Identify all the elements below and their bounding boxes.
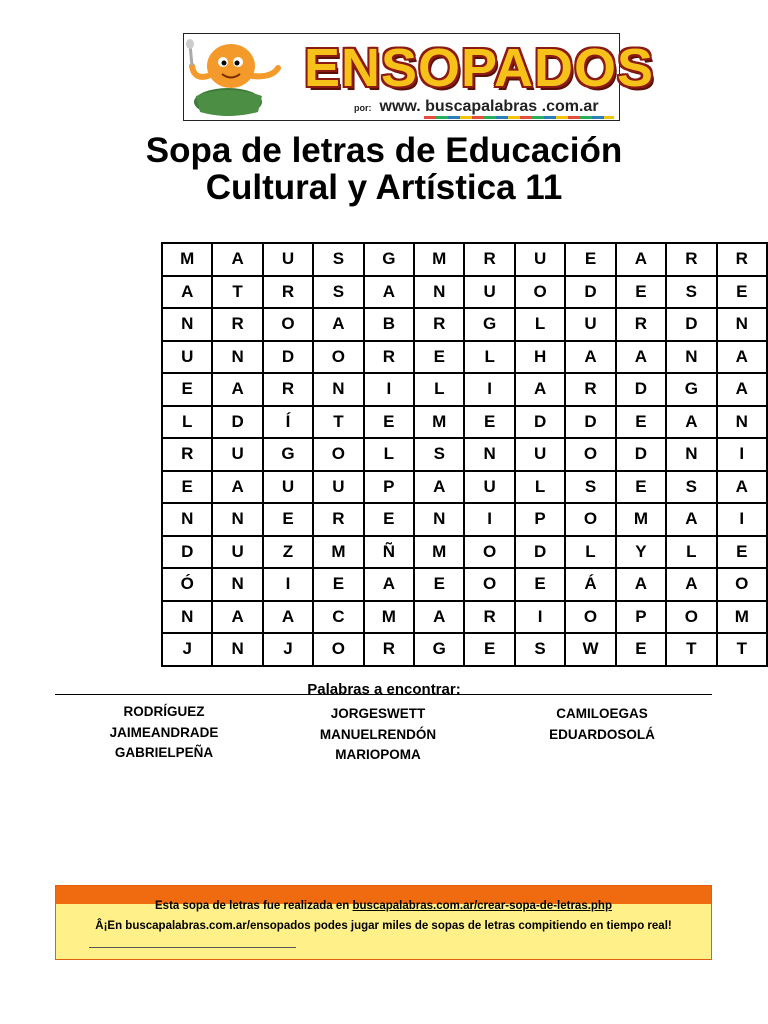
grid-cell: G bbox=[364, 243, 414, 276]
grid-cell: M bbox=[414, 406, 464, 439]
grid-cell: E bbox=[464, 633, 514, 666]
footer-credit bbox=[56, 900, 711, 912]
brand-website bbox=[354, 98, 599, 116]
grid-cell: U bbox=[313, 471, 363, 504]
grid-cell: E bbox=[364, 406, 414, 439]
grid-cell: L bbox=[666, 536, 716, 569]
grid-cell: Á bbox=[565, 568, 615, 601]
grid-cell: R bbox=[616, 308, 666, 341]
grid-cell: A bbox=[717, 471, 767, 504]
grid-cell: L bbox=[364, 438, 414, 471]
grid-cell: A bbox=[364, 568, 414, 601]
grid-cell: A bbox=[565, 341, 615, 374]
grid-cell: M bbox=[616, 503, 666, 536]
grid-cell: E bbox=[515, 568, 565, 601]
grid-cell: O bbox=[263, 308, 313, 341]
grid-cell: W bbox=[565, 633, 615, 666]
footer-rule bbox=[89, 947, 296, 948]
grid-row bbox=[162, 633, 767, 666]
grid-cell: I bbox=[464, 503, 514, 536]
grid-cell: A bbox=[666, 503, 716, 536]
grid-cell: I bbox=[263, 568, 313, 601]
grid-cell: N bbox=[162, 601, 212, 634]
grid-cell: A bbox=[616, 568, 666, 601]
grid-cell: A bbox=[616, 341, 666, 374]
grid-cell: E bbox=[717, 536, 767, 569]
grid-cell: I bbox=[717, 503, 767, 536]
grid-cell: N bbox=[212, 633, 262, 666]
grid-row bbox=[162, 276, 767, 309]
grid-cell: O bbox=[565, 438, 615, 471]
grid-cell: R bbox=[565, 373, 615, 406]
grid-cell: Ó bbox=[162, 568, 212, 601]
grid-cell: E bbox=[162, 373, 212, 406]
word-item: MANUELRENDÓN bbox=[319, 726, 437, 742]
grid-cell: Y bbox=[616, 536, 666, 569]
ensopados-banner[interactable] bbox=[183, 33, 655, 121]
grid-cell: H bbox=[515, 341, 565, 374]
grid-cell: N bbox=[162, 308, 212, 341]
grid-row bbox=[162, 503, 767, 536]
grid-cell: S bbox=[414, 438, 464, 471]
grid-cell: U bbox=[162, 341, 212, 374]
grid-cell: R bbox=[313, 503, 363, 536]
grid-cell: M bbox=[162, 243, 212, 276]
word-search-grid bbox=[161, 242, 768, 667]
word-item: CAMILOEGAS bbox=[556, 706, 648, 721]
title-line-2: Cultural y Artística 11 bbox=[205, 168, 563, 207]
grid-cell: A bbox=[414, 601, 464, 634]
grid-cell: R bbox=[263, 373, 313, 406]
grid-cell: E bbox=[414, 568, 464, 601]
grid-cell: E bbox=[313, 568, 363, 601]
grid-cell: E bbox=[616, 276, 666, 309]
grid-cell: R bbox=[162, 438, 212, 471]
octopus-mascot-icon bbox=[186, 36, 286, 118]
grid-cell: D bbox=[263, 341, 313, 374]
grid-cell: U bbox=[212, 536, 262, 569]
grid-cell: N bbox=[666, 438, 716, 471]
page-title bbox=[0, 132, 768, 206]
grid-cell: O bbox=[565, 503, 615, 536]
grid-cell: R bbox=[464, 243, 514, 276]
grid-cell: A bbox=[313, 308, 363, 341]
grid-cell: E bbox=[616, 471, 666, 504]
grid-cell: R bbox=[212, 308, 262, 341]
grid-cell: E bbox=[414, 341, 464, 374]
grid-cell: A bbox=[364, 276, 414, 309]
grid-cell: U bbox=[565, 308, 615, 341]
brand-por-label: por: bbox=[354, 103, 372, 113]
grid-cell: S bbox=[565, 471, 615, 504]
grid-cell: S bbox=[313, 243, 363, 276]
grid-cell: S bbox=[666, 276, 716, 309]
grid-cell: O bbox=[717, 568, 767, 601]
grid-cell: N bbox=[313, 373, 363, 406]
grid-cell: A bbox=[212, 471, 262, 504]
grid-cell: A bbox=[666, 406, 716, 439]
grid-cell: N bbox=[464, 438, 514, 471]
word-item: RODRÍGUEZ bbox=[123, 704, 205, 719]
grid-cell: N bbox=[162, 503, 212, 536]
grid-cell: O bbox=[313, 438, 363, 471]
word-item: MARIOPOMA bbox=[335, 747, 421, 762]
grid-cell: R bbox=[717, 243, 767, 276]
grid-cell: G bbox=[464, 308, 514, 341]
word-list-column-2 bbox=[298, 704, 458, 766]
grid-cell: G bbox=[263, 438, 313, 471]
grid-row bbox=[162, 341, 767, 374]
grid-cell: I bbox=[717, 438, 767, 471]
word-item: EDUARDOSOLÁ bbox=[549, 726, 655, 742]
grid-cell: O bbox=[565, 601, 615, 634]
grid-cell: A bbox=[263, 601, 313, 634]
grid-cell: U bbox=[515, 438, 565, 471]
grid-cell: E bbox=[616, 633, 666, 666]
grid-cell: R bbox=[666, 243, 716, 276]
grid-cell: T bbox=[212, 276, 262, 309]
grid-row bbox=[162, 243, 767, 276]
word-item: GABRIELPEÑA bbox=[114, 745, 214, 760]
grid-cell: A bbox=[515, 373, 565, 406]
grid-cell: E bbox=[162, 471, 212, 504]
grid-cell: I bbox=[364, 373, 414, 406]
grid-cell: A bbox=[666, 568, 716, 601]
grid-cell: O bbox=[515, 276, 565, 309]
grid-cell: U bbox=[515, 243, 565, 276]
grid-cell: E bbox=[616, 406, 666, 439]
grid-cell: B bbox=[364, 308, 414, 341]
word-list-column-1 bbox=[84, 702, 244, 764]
grid-cell: S bbox=[313, 276, 363, 309]
grid-cell: P bbox=[515, 503, 565, 536]
grid-cell: U bbox=[464, 471, 514, 504]
brand-logo-text: ENSOPADOS bbox=[304, 38, 655, 98]
grid-cell: A bbox=[212, 373, 262, 406]
grid-cell: C bbox=[313, 601, 363, 634]
grid-cell: S bbox=[515, 633, 565, 666]
footer-credit-text: Esta sopa de letras fue realizada en bbox=[155, 900, 353, 912]
grid-cell: T bbox=[666, 633, 716, 666]
grid-cell: A bbox=[212, 243, 262, 276]
grid-row bbox=[162, 406, 767, 439]
grid-row bbox=[162, 373, 767, 406]
title-line-1: Sopa de letras de Educación bbox=[145, 131, 623, 170]
grid-cell: D bbox=[666, 308, 716, 341]
words-heading: Palabras a encontrar: bbox=[307, 681, 461, 698]
grid-row bbox=[162, 471, 767, 504]
grid-cell: N bbox=[414, 276, 464, 309]
grid-cell: L bbox=[162, 406, 212, 439]
grid-cell: N bbox=[666, 341, 716, 374]
grid-cell: R bbox=[414, 308, 464, 341]
grid-cell: R bbox=[364, 341, 414, 374]
grid-cell: O bbox=[313, 341, 363, 374]
footer-promo: Â¡En buscapalabras.com.ar/ensopados podes jugar miles de sopas de letras compitiendo en tiempo real! bbox=[95, 920, 672, 932]
grid-cell: N bbox=[717, 406, 767, 439]
grid-cell: U bbox=[263, 243, 313, 276]
grid-row bbox=[162, 308, 767, 341]
grid-cell: E bbox=[464, 406, 514, 439]
grid-cell: L bbox=[565, 536, 615, 569]
grid-cell: E bbox=[263, 503, 313, 536]
grid-cell: M bbox=[717, 601, 767, 634]
grid-cell: Ñ bbox=[364, 536, 414, 569]
grid-cell: U bbox=[464, 276, 514, 309]
grid-cell: M bbox=[313, 536, 363, 569]
grid-cell: D bbox=[565, 276, 615, 309]
word-item: JAIMEANDRADE bbox=[109, 724, 219, 740]
grid-cell: Í bbox=[263, 406, 313, 439]
grid-cell: E bbox=[565, 243, 615, 276]
grid-cell: A bbox=[717, 341, 767, 374]
grid-cell: T bbox=[313, 406, 363, 439]
create-puzzle-link[interactable]: buscapalabras.com.ar/crear-sopa-de-letras.php bbox=[352, 900, 612, 912]
grid-cell: D bbox=[616, 438, 666, 471]
grid-cell: O bbox=[666, 601, 716, 634]
grid-cell: D bbox=[162, 536, 212, 569]
grid-cell: G bbox=[414, 633, 464, 666]
grid-row bbox=[162, 438, 767, 471]
grid-cell: R bbox=[464, 601, 514, 634]
grid-cell: L bbox=[515, 471, 565, 504]
grid-cell: L bbox=[464, 341, 514, 374]
grid-cell: M bbox=[364, 601, 414, 634]
grid-cell: R bbox=[263, 276, 313, 309]
grid-cell: N bbox=[414, 503, 464, 536]
grid-cell: P bbox=[364, 471, 414, 504]
grid-cell: M bbox=[414, 536, 464, 569]
grid-cell: A bbox=[616, 243, 666, 276]
grid-cell: O bbox=[464, 536, 514, 569]
word-list-column-3 bbox=[522, 704, 682, 745]
grid-cell: E bbox=[717, 276, 767, 309]
footer-box bbox=[55, 885, 712, 960]
word-item: JORGESWETT bbox=[330, 706, 426, 721]
grid-cell: N bbox=[212, 568, 262, 601]
grid-cell: O bbox=[313, 633, 363, 666]
grid-cell: N bbox=[212, 341, 262, 374]
grid-cell: N bbox=[717, 308, 767, 341]
grid-cell: A bbox=[162, 276, 212, 309]
grid-cell: D bbox=[515, 536, 565, 569]
grid-cell: M bbox=[414, 243, 464, 276]
grid-row bbox=[162, 568, 767, 601]
grid-cell: D bbox=[212, 406, 262, 439]
grid-row bbox=[162, 536, 767, 569]
grid-cell: A bbox=[717, 373, 767, 406]
grid-cell: U bbox=[263, 471, 313, 504]
grid-cell: I bbox=[515, 601, 565, 634]
grid-cell: P bbox=[616, 601, 666, 634]
color-stripe bbox=[424, 116, 614, 119]
grid-cell: T bbox=[717, 633, 767, 666]
grid-cell: A bbox=[414, 471, 464, 504]
grid-cell: D bbox=[515, 406, 565, 439]
brand-site-url: www. buscapalabras .com.ar bbox=[379, 98, 599, 115]
grid-cell: N bbox=[212, 503, 262, 536]
grid-cell: J bbox=[263, 633, 313, 666]
grid-cell: L bbox=[414, 373, 464, 406]
grid-cell: R bbox=[364, 633, 414, 666]
grid-row bbox=[162, 601, 767, 634]
grid-cell: L bbox=[515, 308, 565, 341]
grid-cell: S bbox=[666, 471, 716, 504]
grid-cell: U bbox=[212, 438, 262, 471]
grid-cell: D bbox=[616, 373, 666, 406]
grid-cell: J bbox=[162, 633, 212, 666]
grid-cell: Z bbox=[263, 536, 313, 569]
grid-cell: I bbox=[464, 373, 514, 406]
grid-cell: A bbox=[212, 601, 262, 634]
grid-cell: G bbox=[666, 373, 716, 406]
grid-cell: O bbox=[464, 568, 514, 601]
grid-cell: D bbox=[565, 406, 615, 439]
grid-cell: E bbox=[364, 503, 414, 536]
